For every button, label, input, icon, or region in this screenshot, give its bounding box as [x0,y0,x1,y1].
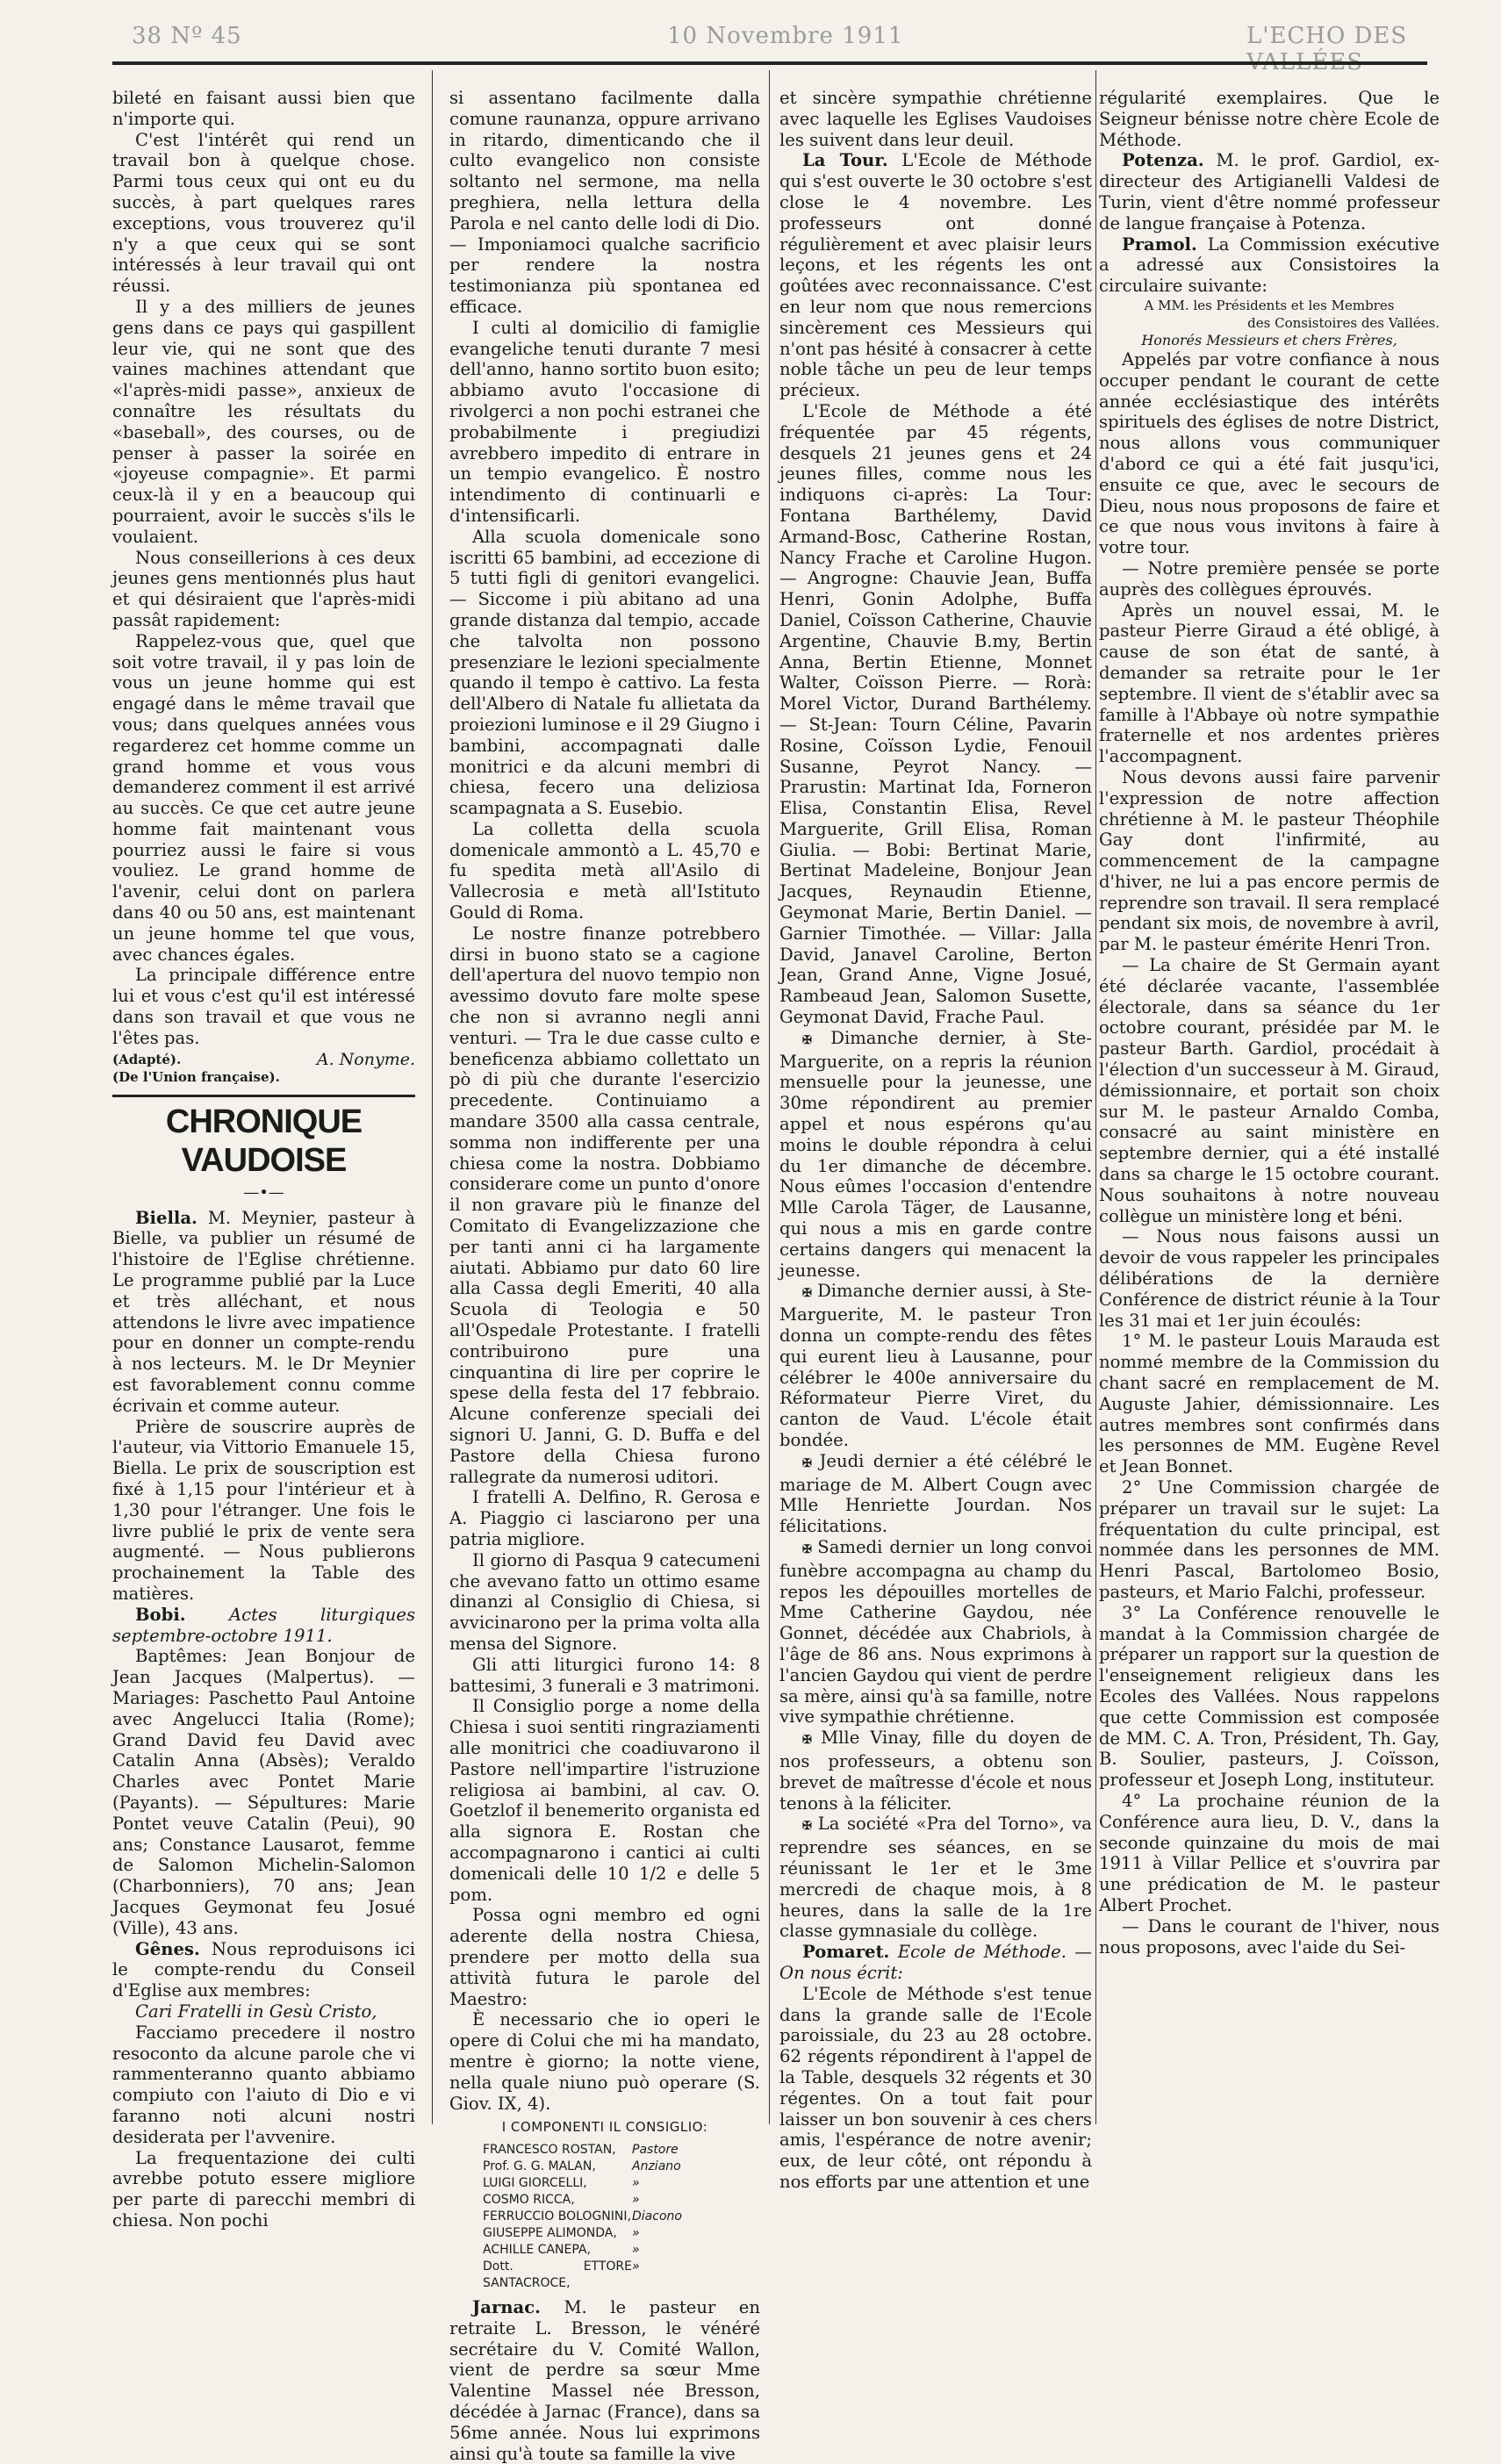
article-subtitle: Actes liturgiques septembre-octobre 1911. [112,1604,415,1646]
source-note: (De l'Union française). [112,1068,280,1085]
place-heading: Biella. [135,1207,198,1228]
section-title: CHRONIQUE VAUDOISE [112,1095,415,1180]
paragraph: Appelés par votre confiance à nous occuper pendant le courant de cette année ecclésiastique des intérêts spirituels des églises de notre District, nous allons vous communiquer d'abord ce qui a été fait jusqu'ici, ensuite ce que, avec le secours de Dieu, nous nous proposons de faire et ce que nous vous invitons à faire à votre tour. [1099,348,1440,558]
paragraph: M. Meynier, pasteur à Bielle, va publier un résumé de l'histoire de l'Eglise chrétienne. Le programme publié par la Luce et très alléchant, et nous attendons le livre avec impatience pour en donner un compte-rendu à nos lecteurs. M. le Dr Meynier est favorablement connu comme écrivain et comme auteur. [112,1207,415,1416]
paragraph: La frequentazione dei culti avrebbe potuto essere migliore per parte di parecchi membri di chiesa. Non pochi [112,2147,415,2231]
paragraph: L'Ecole de Méthode qui s'est ouverte le 30 octobre s'est close le 4 novembre. Les professeurs ont donné régulièrement et avec plaisir leurs leçons, et les régents les ont goûtées avec reconnaissance. C'est en leur nom que nous remercions sincèrement ces Messieurs qui n'ont pas hésité à consacrer à cette noble tâche un peu de leur temps précieux. [779,150,1092,401]
paragraph: Ecole de Méthode. — On nous écrit: [779,1942,1092,1983]
paragraph: — Dans le courant de l'hiver, nous nous proposons, avec l'aide du Sei- [1099,1915,1440,1958]
paragraph: Alla scuola domenicale sono iscritti 65 bambini, ad eccezione di 5 tutti figli di genitori evangelici. — Siccome i più abitano ad una grande distanza dal tempio, accade che talvolta non possono presenziare le lezioni specialmente quando il tempo è cattivo. La festa dell'Albero di Natale fu allietata da proiezioni luminose e il 29 Giugno i bambini, accompagnati dalle monitrici e da alcuni membri di chiesa, fecero una deliziosa scampagnata a S. Eusebio. [449,526,760,819]
column-1 [112,88,415,2231]
author-name: A. Nonyme. [316,1049,415,1069]
council-member: FERRUCCIO BOLOGNINI, Diacono [483,2209,682,2224]
paragraph: La société «Pra del Torno», va reprendre ses séances, en se réunissant le 1er et le 3me mercredi de chaque mois, à 8 heures, dans la salle de la 1re classe gymnasiale du collège. [779,1814,1092,1942]
council-member: COSMO RICCA, » [483,2193,640,2208]
address-line: des Consistoires des Vallées. [1247,314,1440,331]
paragraph: — Nous nous faisons aussi un devoir de vous rappeler les principales délibérations de la dernière Conférence de district réunie à la Tour les 31 mai et 1er juin écoulés: [1099,1226,1440,1331]
paragraph-mark-icon: ✠ [802,1734,822,1748]
council-member: Prof. G. G. MALAN, Anziano [483,2159,681,2174]
paragraph: régularité exemplaires. Que le Seigneur bénisse notre chère Ecole de Méthode. [1099,88,1440,150]
paragraph: Il giorno di Pasqua 9 catecumeni che avevano fatto un ottimo esame dinanzi al Consiglio di Chiesa, si avvicinarono per la prima volta alla mensa del Signore. [449,1549,760,1654]
header-date: 10 Novembre 1911 [667,23,904,49]
paragraph-mark-icon: ✠ [802,1287,818,1301]
council-member: Dott. ETTORE SANTACROCE, » [483,2259,640,2291]
paragraph: si assentano facilmente dalla comune raunanza, oppure arrivano in ritardo, dimenticando che il culto evangelico non consiste soltanto nel sermone, ma nella preghiera, nella lettura della Parola e nel canto delle lodi di Dio. — Imponiamoci qualche sacrificio per rendere la nostra testimonianza più spontanea ed efficace. [449,88,760,317]
paragraph: 4° La prochaine réunion de la Conférence aura lieu, D. V., dans la seconde quinzaine du mois de mai 1911 à Villar Pellice et s'ouvrira par une prédication de M. le pasteur Albert Prochet. [1099,1790,1440,1915]
paragraph: et sincère sympathie chrétienne avec laquelle les Eglises Vaudoises les suivent dans leur deuil. [779,88,1092,150]
paragraph: Le nostre finanze potrebbero dirsi in buono stato se a cagione dell'apertura del nuovo tempio non avessimo dovuto fare molte spese che non si avranno negli anni venturi. — Tra le due casse culto e beneficenza abbiamo collettato un pò di più che durante l'esercizio precedente. Continuiamo a mandare 3500 alla cassa centrale, somma non indifferente per una chiesa come la nostra. Dobbiamo considerare come un punto d'onore il non gravare più le finanze del Comitato di Evangelizzazione che per tanti anni ci ha largamente aiutati. Abbiamo pur dato 60 lire alla Cassa degli Emeriti, 40 alla Scuola di Teologia e 50 all'Ospedale Protestante. I fratelli contribuirono pure una cinquantina di lire per coprire le spese della festa del 17 febbraio. Alcune conferenze speciali dei signori U. Janni, G. D. Buffa e del Pastore della Chiesa furono rallegrate da numerosi uditori. [449,923,760,1487]
paragraph: Facciamo precedere il nostro resoconto da alcune parole che vi rammenteranno quanto abbiamo compiuto con l'aiuto di Dio e vi faranno noti alcuni nostri desiderata per l'avvenire. [112,2022,415,2147]
paragraph-mark-icon: ✠ [802,1820,818,1834]
paragraph: Jeudi dernier a été célébré le mariage de M. Albert Cougn avec Mlle Henriette Jourdan. Nos félicitations. [779,1450,1092,1537]
place-heading: La Tour. [802,150,888,171]
paragraph: Nous conseillerions à ces deux jeunes gens mentionnés plus haut et qui désiraient que l'après-midi passât rapidement: [112,547,415,630]
paragraph: La principale différence entre lui et vous c'est qu'il est intéressé dans son travail et que vous ne l'êtes pas. [112,965,415,1048]
paragraph: I culti al domicilio di famiglie evangeliche tenuti durante 7 mesi dell'anno, hanno sortito buon esito; abbiamo avuto l'occasione di rivolgerci a non pochi estranei che probabilmente i pregiudizi avrebbero impedito di entrare in un tempio evangelico. È nostro intendimento di continuarli e d'intensificarli. [449,317,760,526]
paragraph: Samedi dernier un long convoi funèbre accompagna au champ du repos les dépouilles mortelles de Mme Catherine Gaydou, née Gonnet, décédée aux Chabriols, à l'âge de 86 ans. Nous exprimons à l'ancien Gaydou qui vient de perdre sa mère, ainsi qu'à sa famille, notre vive sympathie chrétienne. [779,1536,1092,1728]
paragraph-mark-icon: ✠ [802,1033,831,1047]
paragraph-mark-icon: ✠ [802,1456,820,1470]
column-4 [1099,88,1440,2142]
paragraph: Après un nouvel essai, M. le pasteur Pierre Giraud a été obligé, à cause de son état de santé, à demander sa retraite pour le 1er septembre. Il vient de s'établir avec sa famille à l'Abbaye où notre sympathie fraternelle et nos ardentes prières l'accompagnent. [1099,600,1440,767]
paragraph: 1° M. le pasteur Louis Marauda est nommé membre de la Commission du chant sacré en remplacement de M. Auguste Jahier, démissionnaire. Les autres membres sont confirmés dans les personnes de MM. Eugène Revel et Jean Bonnet. [1099,1331,1440,1477]
header-page-number: 38 Nº 45 [132,23,242,49]
paragraph: I fratelli A. Delfino, R. Gerosa e A. Piaggio ci lasciarono per una patria migliore. [449,1487,760,1549]
paragraph: M. le pasteur en retraite L. Bresson, le vénéré secrétaire du V. Comité Wallon, vient de perdre sa sœur Mme Valentine Massel née Bresson, décédée à Jarnac (France), dans sa 56me année. Nous lui exprimons ainsi qu'à toute sa famille la vive [449,2297,760,2464]
paragraph: La colletta della scuola domenicale ammontò a L. 45,70 e fu spedita metà all'Asilo di Vallecrosia e metà all'Istituto Gould di Roma. [449,818,760,923]
salutation: Cari Fratelli in Gesù Cristo, [135,2001,377,2022]
salutation: Honorés Messieurs et chers Frères, [1141,331,1397,348]
paragraph: Baptêmes: Jean Bonjour de Jean Jacques (Malpertus). — Mariages: Paschetto Paul Antoine avec Angelucci Italia (Rome); Grand David feu David avec Catalin Anna (Absès); Veraldo Charles avec Pontet Marie (Payants). — Sépultures: Marie Pontet veuve Catalin (Peui), 90 ans; Constance Lausarot, femme de Salomon Michelin-Salomon (Charbonniers), 70 ans; Jean Jacques Geymonat feu Josué (Ville), 43 ans. [112,1646,415,1938]
paragraph: 3° La Conférence renouvelle le mandat à la Commission chargée de préparer un rapport sur la question de l'enseignement religieux dans les Ecoles des Vallées. Nous rappelons que cette Commission est composée de MM. C. A. Tron, Président, Th. Gay, B. Soulier, pasteurs, J. Coïsson, professeur et Joseph Long, instituteur. [1099,1602,1440,1791]
paragraph: La Commission exécutive a adressé aux Consistoires la circulaire suivante: [1099,233,1440,297]
council-heading: I COMPONENTI IL CONSIGLIO: [501,2119,708,2136]
council-member: FRANCESCO ROSTAN, Pastore [483,2143,679,2158]
paragraph: 2° Une Commission chargée de préparer un travail sur le sujet: La fréquentation du culte principal, est nommée dans les personnes de MM. Henri Pascal, Bartolomeo Bosio, pasteurs, et Mario Falchi, professeur. [1099,1477,1440,1602]
paragraph: Dimanche dernier aussi, à Ste-Marguerite, M. le pasteur Tron donna un compte-rendu des fêtes qui eurent lieu à Lausanne, pour célébrer le 400e anniversaire du Réformateur Pierre Viret, du canton de Vaud. L'école était bondée. [779,1281,1092,1450]
paragraph: L'Ecole de Méthode a été fréquentée par 45 régents, desquels 21 jeunes gens et 24 jeunes filles, comme nous les indiquons ci-après: La Tour: Fontana Barthélemy, David Armand-Bosc, Catherine Rostan, Nancy Frache et Caroline Hugon. — Angrogne: Chauvie Jean, Buffa Henri, Gonin Adolphe, Buffa Daniel, Coïsson Catherine, Chauvie Argentine, Chauvie B.my, Bertin Anna, Bertin Etienne, Monnet Walter, Coïsson Pierre. — Rorà: Morel Victor, Durand Barthélemy. — St-Jean: Tourn Céline, Pavarin Rosine, Coïsson Lydie, Fenouil Susanne, Peyrot Nancy. — Prarustin: Martinat Ida, Forneron Elisa, Constantin Elisa, Revel Marguerite, Grill Elisa, Roman Giulia. — Bobi: Bertinat Marie, Bertinat Madeleine, Bonjour Jean Jacques, Reynaudin Etienne, Geymonat Marie, Bertin Daniel. — Garnier Timothée. — Villar: Jalla David, Janavel Caroline, Berton Jean, Grand Anne, Vigne Josué, Rambeaud Jean, Salomon Susette, Geymonat David, Frache Paul. [779,400,1092,1028]
paragraph: Nous devons aussi faire parvenir l'expression de notre affection chrétienne à M. le pasteur Théophile Gay dont l'infirmité, au commencement de la campagne d'hiver, ne lui a pas encore permis de reprendre son travail. Il sera remplacé pendant six mois, de novembre à avril, par M. le pasteur émérite Henri Tron. [1099,766,1440,955]
ornament: —•— [243,1182,284,1202]
paragraph: Prière de souscrire auprès de l'auteur, via Vittorio Emanuele 15, Biella. Le prix de souscription est fixé à 1,15 pour l'intérieur et à 1,30 pour l'étranger. Une fois le livre publié le prix de vente sera augmenté. — Nous publierons prochainement la Table des matières. [112,1416,415,1604]
paragraph: — Notre première pensée se porte auprès des collègues éprouvés. [1099,557,1440,600]
paragraph: Mlle Vinay, fille du doyen de nos professeurs, a obtenu son brevet de maîtresse d'école et nous tenons à la féliciter. [779,1728,1092,1814]
paragraph: Dimanche dernier, à Ste-Marguerite, on a repris la réunion mensuelle pour la jeunesse, une 30me répondirent au premier appel et nous espérons qu'au moins le double répondra à celui du 1er dimanche de décembre. Nous eûmes l'occasion d'entendre Mlle Carola Täger, de Lausanne, qui nous a mis en garde contre certains dangers qui menacent la jeunesse. [779,1027,1092,1281]
column-rule [1095,70,1096,2124]
address-line: A MM. les Présidents et les Membres [1144,297,1395,313]
paragraph: — La chaire de St Germain ayant été déclarée vacante, l'assemblée électorale, dans sa séance du 1er octobre courant, présidée par M. le pasteur Barth. Gardiol, procédait à l'élection d'un successeur à M. Giraud, démissionnaire, et portait son choix sur M. le pasteur Arnaldo Comba, consacré au saint ministère en septembre dernier, qui a été installé dans sa charge le 15 octobre courant. Nous souhaitons à notre nouveau collègue un ministère long et béni. [1099,955,1440,1226]
paragraph: L'Ecole de Méthode s'est tenue dans la grande salle de l'Ecole paroissiale, du 23 au 28 octobre. 62 régents répondirent à l'appel de la Table, desquels 32 régents et 30 régentes. On a tout fait pour laisser un bon souvenir à ces chers amis, l'espérance de notre avenir; eux, de leur côté, ont répondu à nos efforts par une attention et une [779,1983,1092,2192]
paragraph: Rappelez-vous que, quel que soit votre travail, il y pas loin de vous un jeune homme qui est engagé dans le même travail que vous; dans quelques années vous regarderez cet homme comme un grand homme et vous vous demanderez comment il est arrivé au succès. Ce que cet autre jeune homme fait maintenant vous pourriez aussi le faire si vous vouliez. Le grand homme de l'avenir, celui dont on parlera dans 40 ou 50 ans, est maintenant un jeune homme tel que vous, avec chances égales. [112,630,415,965]
paragraph: Il y a des milliers de jeunes gens dans ce pays qui gaspillent leur vie, qui ne sont que des vaines machines attendant que «l'après-midi passe», anxieux de connaître les résultats du «baseball», des courses, ou de penser à passer la soirée en «joyeuse compagnie». Et parmi ceux-là il y en a beaucoup qui pourraient, avoir le succès s'ils le voulaient. [112,296,415,547]
paragraph: Il Consiglio porge a nome della Chiesa i suoi sentiti ringraziamenti alle monitrici che coadiuvarono il Pastore nell'impartire l'istruzione religiosa ai bambini, al cav. O. Goetzlof il benemerito organista ed alla signora E. Rostan che accompagnarono i cantici ai culti domenicali delle 10 1/2 e delle 5 pom. [449,1696,760,1905]
place-heading: Pomaret. [802,1942,890,1963]
adapted-note: (Adapté). [112,1051,182,1067]
paragraph-mark-icon: ✠ [802,1542,818,1556]
place-heading: Bobi. [135,1604,186,1625]
paragraph: C'est l'intérêt qui rend un travail bon à quelque chose. Parmi tous ceux qui ont eu du succès, à part quelques rares exceptions, vous trouverez qu'il n'y a que ceux qui se sont intéressés à leur travail qui ont réussi. [112,129,415,297]
column-3 [779,88,1092,2192]
council-member: LUIGI GIORCELLI, » [483,2176,640,2191]
paragraph: Gli atti liturgici furono 14: 8 battesimi, 3 funerali e 3 matrimoni. [449,1654,760,1696]
column-rule [432,70,433,2124]
paragraph: È necessario che io operi le opere di Colui che mi ha mandato, mentre è giorno; la notte viene, nella quale niuno può operare (S. Giov. IX, 4). [449,2009,760,2114]
attribution [112,1051,415,1068]
header-masthead: L'ECHO DES VALLÉES [1246,23,1408,75]
place-heading: Potenza. [1122,150,1204,171]
column-2 [449,88,760,2464]
place-heading: Gênes. [135,1938,200,1959]
place-heading: Pramol. [1122,233,1197,255]
paragraph: M. le prof. Gardiol, ex-directeur des Artigianelli Valdesi de Turin, vient d'être nommé professeur de langue française à Potenza. [1099,150,1440,233]
council-member: GIUSEPPE ALIMONDA, » [483,2226,640,2241]
paragraph: Nous reproduisons ici le compte-rendu du Conseil d'Eglise aux membres: [112,1938,415,2001]
place-heading: Jarnac. [472,2297,541,2318]
council-member: ACHILLE CANEPA, » [483,2243,640,2258]
paragraph: bileté en faisant aussi bien que n'importe qui. [112,88,415,129]
column-rule [769,70,770,2124]
paragraph: Possa ogni membro ed ogni aderente della nostra Chiesa, prendere per motto della sua attività futura le parole del Maestro: [449,1905,760,2009]
council-list [483,2142,760,2292]
header-rule [112,61,1427,65]
